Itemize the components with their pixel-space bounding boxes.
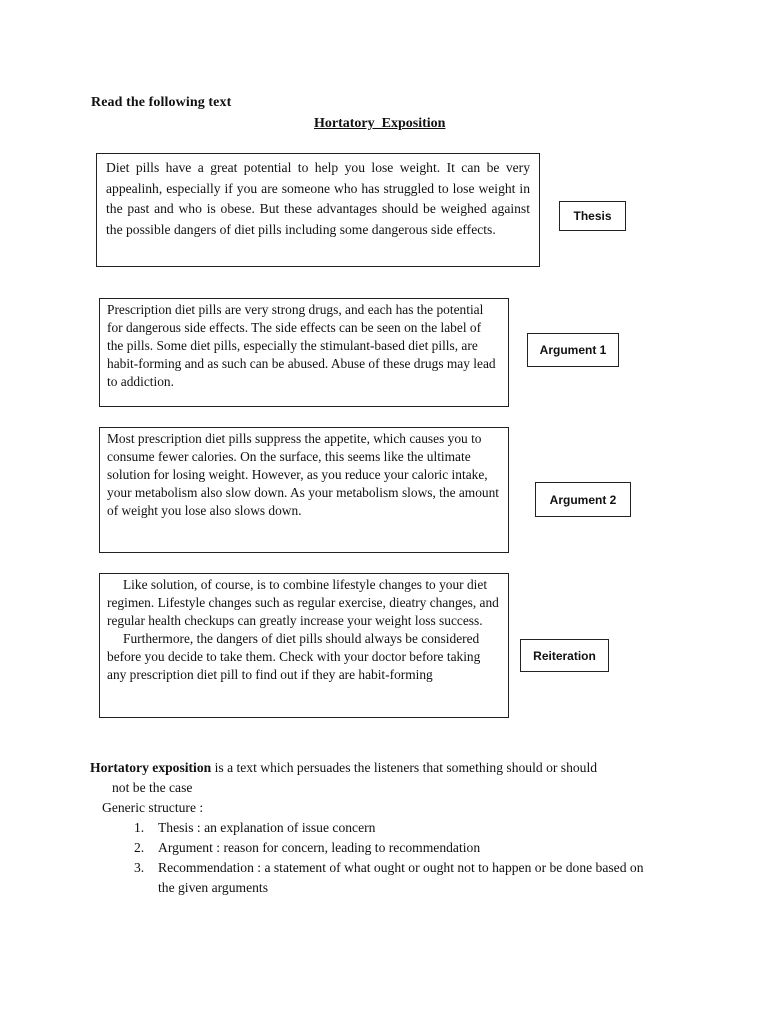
definition-text: is a text which persuades the listeners that something should or should [211,760,598,775]
reiteration-text-box [99,573,509,718]
list-item [90,838,670,858]
reiteration-paragraph-1: Like solution, of course, is to combine lifestyle changes to your diet regimen. Lifestyle changes such as regular exercise, dieatry changes, and regular health checkups can greatly increase your weight loss success. [107,577,499,628]
argument2-paragraph: Most prescription diet pills suppress the appetite, which causes you to consume fewer calories. On the surface, this seems like the ultimate solution for losing weight. However, as you reduce your caloric intake, your metabolism also slow down. As your metabolism slows, the amount of weight you lose also slows down. [107,431,500,518]
list-item [90,818,670,838]
argument1-label: Argument 1 [527,333,619,367]
list-item-number: 2. [134,840,145,855]
list-item-text: Recommendation : a statement of what ought or ought not to happen or be done based on the given arguments [158,860,644,895]
thesis-paragraph: Diet pills have a great potential to help you lose weight. It can be very appealinh, especially if you are someone who has struggled to lose weight in the past and who is obese. But these advantages should be weighed against the possible dangers of diet pills including some dangerous side effects. [106,160,530,237]
list-item-number: 3. [134,860,145,875]
definition-continuation: not be the case [112,780,193,795]
reiteration-paragraph-2: Furthermore, the dangers of diet pills should always be considered before you decide to take them. Check with your doctor before taking any prescription diet pill to find out if they are habit-forming [107,631,481,682]
argument1-text-box [99,298,509,407]
list-item-text: Argument : reason for concern, leading to recommendation [158,840,481,855]
thesis-text-box [96,153,540,267]
definition-section [90,758,670,898]
list-item-text: Thesis : an explanation of issue concern [158,820,376,835]
thesis-label: Thesis [559,201,626,231]
definition-term: Hortatory exposition [90,760,212,775]
generic-structure-label: Generic structure : [102,800,204,815]
instruction-heading: Read the following text [91,95,232,110]
generic-structure-list [90,818,670,898]
argument2-label: Argument 2 [535,482,631,517]
list-item-number: 1. [134,820,145,835]
definition-line [90,758,670,778]
argument2-text-box [99,427,509,553]
document-title: Hortatory Exposition [314,116,446,131]
argument1-paragraph: Prescription diet pills are very strong drugs, and each has the potential for dangerous side effects. The side effects can be seen on the label of the pills. Some diet pills, especially the stimulant-based diet pills, are habit-forming and as such can be abused. Abuse of these drugs may lead to addiction. [107,302,496,389]
reiteration-label: Reiteration [520,639,609,672]
list-item [90,858,670,898]
